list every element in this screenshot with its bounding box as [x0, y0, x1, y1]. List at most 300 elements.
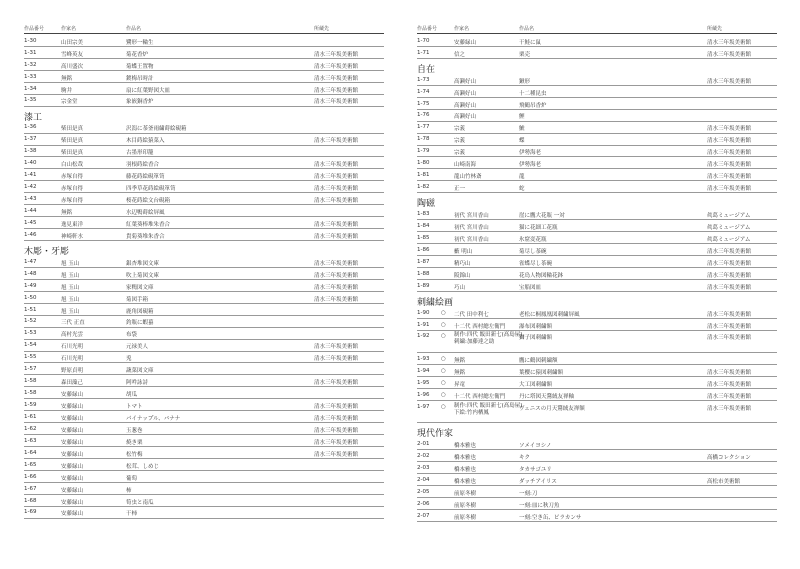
work-number: 1-87 [417, 258, 430, 265]
author-name: 前原冬樹 [454, 490, 477, 497]
work-number: 1-33 [24, 73, 37, 80]
table-row [417, 401, 777, 424]
author-name: 宗義 [454, 138, 466, 145]
table-row [417, 220, 777, 232]
author-name: 雪峰英友 [61, 51, 84, 58]
table-row [24, 205, 384, 217]
owner-name: 清水三年坂美術館 [707, 248, 752, 255]
author-name: 藪 明山 [454, 248, 473, 255]
table-row [417, 74, 777, 86]
author-name: 高川盛次 [61, 63, 84, 70]
author-name: 初代 宮川香山 [454, 236, 489, 243]
table-row [24, 423, 384, 435]
owner-name: 清水三年坂美術館 [707, 381, 752, 388]
author-name: 阪錦山 [454, 272, 471, 279]
author-name: 旭 玉山 [61, 284, 80, 291]
owner-name: 清水三年坂美術館 [707, 335, 752, 342]
header-owner: 所蔵先 [314, 26, 330, 32]
work-number: 1-94 [417, 367, 430, 374]
author-name: 山田宗美 [61, 39, 84, 46]
owner-name: 清水三年坂美術館 [707, 323, 752, 330]
owner-name: 清水三年坂美術館 [707, 272, 752, 279]
work-title: ダッチアイリス [519, 479, 557, 486]
work-number: 1-91 [417, 321, 430, 328]
owner-name: 清水三年坂美術館 [314, 404, 359, 411]
work-title: 獅子図刺繍額 [519, 335, 553, 342]
work-number: 1-70 [417, 37, 430, 44]
table-row [417, 268, 777, 280]
owner-name: 清水三年坂美術館 [707, 260, 752, 267]
author-name: 旭 玉山 [61, 296, 80, 303]
author-name: 正一 [454, 186, 466, 193]
table-row [24, 411, 384, 423]
right-page [417, 0, 777, 569]
owner-name: 清水三年坂美術館 [707, 126, 752, 133]
table-row [417, 134, 777, 146]
work-number: 1-75 [417, 100, 430, 107]
work-number: 1-69 [24, 509, 37, 516]
work-number: 1-40 [24, 160, 37, 167]
work-number: 1-74 [417, 88, 430, 95]
table-row [24, 352, 384, 364]
author-line-1: 制作:四代 飯田新七(髙島屋)、 [454, 332, 528, 339]
table-row [24, 193, 384, 205]
work-number: 1-41 [24, 172, 37, 179]
author-name: 無銘 [454, 357, 466, 364]
author-name: 無銘 [454, 369, 466, 376]
table-row [24, 217, 384, 229]
owner-name: 清水三年坂美術館 [314, 221, 359, 228]
author-name: 安藤緑山 [61, 499, 84, 506]
work-number: 1-82 [417, 184, 430, 191]
author-name: 旭 玉山 [61, 272, 80, 279]
work-number: 1-64 [24, 449, 37, 456]
owner-name: 清水三年坂美術館 [314, 427, 359, 434]
work-number: 1-88 [417, 270, 430, 277]
work-title: 釣瓶に蝦蟇 [126, 320, 154, 327]
work-number: 2-07 [417, 512, 430, 519]
table-row [24, 181, 384, 193]
author-name: 高瀬好山 [454, 102, 477, 109]
author-name: 安藤緑山 [61, 511, 84, 518]
owner-name: 清水三年坂美術館 [707, 162, 752, 169]
work-title: 菊花香炉 [126, 51, 149, 58]
table-row [24, 292, 384, 304]
work-number: 1-86 [417, 246, 430, 253]
work-title: パイナップル、バナナ [126, 415, 181, 422]
author-name: 前原冬樹 [454, 514, 477, 521]
table-row [417, 331, 777, 354]
table-row [417, 365, 777, 377]
header-no: 作品番号 [24, 26, 45, 32]
owner-name: 清水三年坂美術館 [707, 284, 752, 291]
author-name: 安藤緑山 [61, 439, 84, 446]
work-number: 1-48 [24, 270, 37, 277]
table-row [24, 146, 384, 158]
table-header [24, 24, 384, 34]
author-name: 駒井 [61, 87, 73, 94]
table-row [24, 134, 384, 146]
work-number: 1-45 [24, 219, 37, 226]
table-row [24, 268, 384, 280]
work-title: 家鴨図文庫 [126, 284, 154, 291]
author-name: 柴田是真 [61, 126, 84, 133]
work-title: 胡瓜 [126, 392, 138, 399]
author-name: 安藤緑山 [61, 475, 84, 482]
author-name: 宗義 [454, 150, 466, 157]
author-name: 精巧山 [454, 260, 471, 267]
work-number: 1-73 [417, 76, 430, 83]
work-number: 1-67 [24, 485, 37, 492]
table-row [24, 59, 384, 71]
table-row [417, 98, 777, 110]
table-row [24, 83, 384, 95]
owner-name: 高松市美術館 [707, 479, 741, 486]
owner-name: 清水三年坂美術館 [314, 186, 359, 193]
category-label: 陶磁 [417, 199, 436, 210]
work-number: 1-68 [24, 497, 37, 504]
table-row [417, 122, 777, 134]
author-name: 高瀬好山 [454, 90, 477, 97]
work-title: 菊図手箱 [126, 296, 149, 303]
work-title: 菊尽し茶碗 [519, 248, 547, 255]
work-number: 1-55 [24, 354, 37, 361]
author-name: 安藤緑山 [61, 463, 84, 470]
work-title: 蝶 [519, 138, 525, 145]
author-name: 白山松哉 [61, 162, 84, 169]
owner-name: 清水三年坂美術館 [314, 451, 359, 458]
circle-mark: ○ [441, 333, 446, 340]
owner-name: 清水三年坂美術館 [707, 174, 752, 181]
header-no: 作品番号 [417, 26, 438, 32]
work-title: 鍍梅吊時計 [126, 75, 154, 82]
work-title: 木目蒔絵猿菜入 [126, 138, 165, 145]
work-number: 1-36 [24, 124, 37, 131]
owner-name: 清水三年坂美術館 [707, 150, 752, 157]
author-name: 無銘 [61, 209, 73, 216]
work-number: 1-66 [24, 473, 37, 480]
owner-name: 清水三年坂美術館 [314, 356, 359, 363]
work-number: 1-78 [417, 136, 430, 143]
category-label: 漆工 [24, 112, 43, 123]
owner-name: 清水三年坂美術館 [707, 186, 752, 193]
work-number: 1-54 [24, 342, 37, 349]
work-number: 1-34 [24, 85, 37, 92]
author-name: 信之 [454, 51, 466, 58]
work-number: 1-31 [24, 49, 37, 56]
owner-name: 清水三年坂美術館 [707, 311, 752, 318]
work-number: 1-89 [417, 282, 430, 289]
owner-name: 清水三年坂美術館 [314, 272, 359, 279]
work-number: 1-37 [24, 136, 37, 143]
table-row [417, 146, 777, 158]
work-title: 大工図刺繍額 [519, 381, 553, 388]
author-name: 三代 正直 [61, 320, 85, 327]
work-number: 1-57 [24, 366, 37, 373]
author-name: 安藤緑山 [454, 39, 477, 46]
owner-name: 眞葛ミュージアム [707, 224, 751, 231]
work-number: 1-62 [24, 425, 37, 432]
work-number: 1-63 [24, 437, 37, 444]
owner-name: 清水三年坂美術館 [314, 284, 359, 291]
author-name: 山崎南海 [454, 162, 477, 169]
table-row [24, 340, 384, 352]
table-row [24, 435, 384, 447]
author-name: 十二代 西村總左衛門 [454, 323, 506, 330]
table-header [417, 24, 777, 34]
table-row [24, 328, 384, 340]
author-name: 橋本雅也 [454, 455, 477, 462]
work-number: 1-61 [24, 413, 37, 420]
owner-name: 清水三年坂美術館 [707, 138, 752, 145]
author-name: 逸見東洋 [61, 221, 84, 228]
category-heading [24, 107, 384, 122]
work-number: 1-58 [24, 390, 37, 397]
circle-mark: ○ [441, 367, 446, 374]
work-number: 1-43 [24, 196, 37, 203]
owner-name: 清水三年坂美術館 [314, 344, 359, 351]
table-row [417, 462, 777, 474]
table-row [417, 232, 777, 244]
table-row [417, 280, 777, 292]
work-number: 1-95 [417, 379, 430, 386]
work-title: 柿 [126, 487, 132, 494]
work-number: 1-53 [24, 330, 37, 337]
work-number: 1-35 [24, 97, 37, 104]
author-name: 初代 宮川香山 [454, 213, 489, 220]
owner-name: 清水三年坂美術館 [707, 39, 752, 46]
owner-name: 清水三年坂美術館 [707, 405, 752, 412]
work-title: 扇に紅葉野図大皿 [126, 87, 171, 94]
work-title: 一刻:皿に秋刀魚 [519, 502, 560, 509]
table-row [417, 169, 777, 181]
circle-mark: ○ [441, 403, 446, 410]
work-title: 桜花蒔絵文台硯箱 [126, 198, 171, 205]
owner-name: 清水三年坂美術館 [314, 439, 359, 446]
left-page [24, 0, 384, 569]
table-row [24, 399, 384, 411]
author-name: 安藤緑山 [61, 487, 84, 494]
author-name: 安藤緑山 [61, 427, 84, 434]
author-name: 旭 玉山 [61, 260, 80, 267]
work-number: 1-90 [417, 309, 430, 316]
table-row [24, 304, 384, 316]
work-title: 布袋 [126, 332, 138, 339]
owner-name: 清水三年坂美術館 [314, 233, 359, 240]
table-row [417, 307, 777, 319]
work-title: 紅葉葵棒堆朱香合 [126, 221, 171, 228]
author-name: 安藤緑山 [61, 392, 84, 399]
table-row [24, 47, 384, 59]
work-title: 葡萄 [126, 475, 138, 482]
work-title: 十二種昆虫 [519, 90, 547, 97]
author-name: 柴田是真 [61, 138, 84, 145]
work-number: 2-05 [417, 488, 430, 495]
work-title: 鷹に鶴図刺繍額 [519, 357, 558, 364]
author-name: 安藤緑山 [61, 415, 84, 422]
author-name: 赤塚自得 [61, 198, 84, 205]
owner-name: 清水三年坂美術館 [314, 174, 359, 181]
work-title: 蔬菜図文庫 [126, 368, 154, 375]
work-title: 宝船図皿 [519, 284, 542, 291]
table-row [417, 389, 777, 401]
work-title: 瀑布図刺繍額 [519, 323, 553, 330]
work-number: 1-96 [417, 391, 430, 398]
author-name: 石川光明 [61, 356, 84, 363]
category-heading [417, 193, 777, 208]
table-row [24, 35, 384, 47]
author-name: 初代 宮川香山 [454, 224, 489, 231]
work-title: 干鮭に鼠 [519, 39, 542, 46]
category-heading [417, 423, 777, 438]
author-name: 宗義 [454, 126, 466, 133]
author-name: 神崎軒水 [61, 233, 84, 240]
work-number: 1-46 [24, 231, 37, 238]
table-row [417, 86, 777, 98]
work-title: 松竹梅 [126, 451, 143, 458]
work-number: 1-30 [24, 37, 37, 44]
table-row [24, 483, 384, 495]
author-name: 安藤緑山 [61, 451, 84, 458]
owner-name: 清水三年坂美術館 [314, 75, 359, 82]
work-title: 吹上菊図文庫 [126, 272, 160, 279]
work-title: 羽根蒔絵香合 [126, 162, 160, 169]
owner-name: 清水三年坂美術館 [314, 63, 359, 70]
header-author: 作家名 [454, 26, 470, 32]
work-number: 1-47 [24, 258, 37, 265]
owner-name: 眞葛ミュージアム [707, 236, 751, 243]
work-title: キク [519, 455, 531, 462]
work-number: 2-01 [417, 441, 430, 448]
author-name [454, 403, 522, 417]
header-owner: 所蔵先 [707, 26, 723, 32]
category-label: 木彫・牙彫 [24, 247, 70, 257]
table-row [417, 438, 777, 450]
owner-name: 清水三年坂美術館 [314, 99, 359, 106]
table-row [24, 459, 384, 471]
work-title: 蛇 [519, 186, 525, 193]
table-row [24, 256, 384, 268]
table-row [24, 122, 384, 134]
author-name: 高瀬好山 [454, 114, 477, 121]
table-row [417, 256, 777, 268]
owner-name: 清水三年坂美術館 [707, 369, 752, 376]
work-title: 筍虫と南瓜 [126, 499, 154, 506]
author-name: 橋本雅也 [454, 443, 477, 450]
work-number: 1-84 [417, 222, 430, 229]
table-row [417, 47, 777, 59]
table-row [417, 319, 777, 331]
owner-name: 清水三年坂美術館 [707, 78, 752, 85]
author-name: 無銘 [61, 75, 73, 82]
owner-name: 清水三年坂美術館 [314, 198, 359, 205]
category-label: 刺繍絵画 [417, 297, 454, 308]
work-number: 2-03 [417, 465, 430, 472]
owner-name: 清水三年坂美術館 [707, 51, 752, 58]
author-name: 前原冬樹 [454, 502, 477, 509]
owner-name: 清水三年坂美術館 [707, 393, 752, 400]
circle-mark: ○ [441, 391, 446, 398]
owner-name: 清水三年坂美術館 [314, 51, 359, 58]
circle-mark: ○ [441, 379, 446, 386]
author-name [454, 332, 528, 346]
author-name: 二代 田中利七 [454, 311, 489, 318]
author-name: 橋本雅也 [454, 467, 477, 474]
author-line-2: 下絵:竹内栖鳳 [454, 409, 489, 416]
work-title: 干柿 [126, 511, 138, 518]
author-name: 橋本雅也 [454, 479, 477, 486]
work-title: 丹に塔図天鵞絨友禅軸 [519, 393, 575, 400]
table-row [24, 316, 384, 328]
work-title: 貴菊葵堆朱香合 [126, 233, 165, 240]
work-number: 1-50 [24, 294, 37, 301]
table-row [417, 244, 777, 256]
table-row [417, 110, 777, 122]
work-number: 1-65 [24, 461, 37, 468]
table-row [417, 498, 777, 510]
table-row [24, 447, 384, 459]
owner-name: 清水三年坂美術館 [314, 415, 359, 422]
circle-mark: ○ [441, 355, 446, 362]
author-name: 旭 玉山 [61, 308, 80, 315]
table-row [24, 71, 384, 83]
owner-name: 清水三年坂美術館 [314, 87, 359, 94]
work-title: 氷窟変花瓶 [519, 236, 547, 243]
work-title: 飛鶴吊香炉 [519, 102, 547, 109]
author-name: 赤塚自得 [61, 186, 84, 193]
work-number: 2-02 [417, 453, 430, 460]
work-title: 水辺鴨蒔絵屏風 [126, 209, 165, 216]
work-number: 1-80 [417, 160, 430, 167]
work-title: 鍬形 [519, 78, 531, 85]
work-number: 1-49 [24, 282, 37, 289]
table-row [417, 486, 777, 498]
work-title: 鯱 [519, 126, 525, 133]
left-rows [24, 35, 384, 519]
category-heading [417, 59, 777, 74]
work-title: 葉櫻に猿図刺繍額 [519, 369, 564, 376]
work-number: 1-38 [24, 148, 37, 155]
table-row [24, 280, 384, 292]
work-number: 1-76 [417, 112, 430, 119]
category-heading [24, 241, 384, 256]
category-heading [417, 292, 777, 307]
work-number: 1-44 [24, 207, 37, 214]
work-number: 1-58 [24, 378, 37, 385]
work-number: 2-06 [417, 500, 430, 507]
author-name: 高瀬好山 [454, 78, 477, 85]
work-title: 龍 [519, 174, 525, 181]
work-number: 1-42 [24, 184, 37, 191]
work-title: ソメイヨシノ [519, 443, 552, 450]
author-name: 昇竜 [454, 381, 466, 388]
work-title: 猫に花細工花瓶 [519, 224, 558, 231]
author-name: 龍山竹林斎 [454, 174, 482, 181]
work-title: 沢潟に茶釜雨繍蒔絵硯箱 [126, 126, 187, 133]
work-title: 玉葱巻 [126, 427, 143, 434]
work-number: 1-77 [417, 124, 430, 131]
work-number: 1-85 [417, 234, 430, 241]
work-title: 銀杏堆図文庫 [126, 260, 160, 267]
work-number: 1-51 [24, 306, 37, 313]
work-title: 藤花蒔絵硯箪笥 [126, 174, 165, 181]
work-title: 兎 [126, 356, 132, 363]
work-title: 鷺形一輪生 [126, 39, 154, 46]
table-row [24, 229, 384, 241]
work-title: ヴェニスの月天鵞絨友禅額 [519, 405, 585, 412]
work-title: 老松に桐鳳凰図刺繍屏風 [519, 311, 580, 318]
table-row [417, 510, 777, 522]
